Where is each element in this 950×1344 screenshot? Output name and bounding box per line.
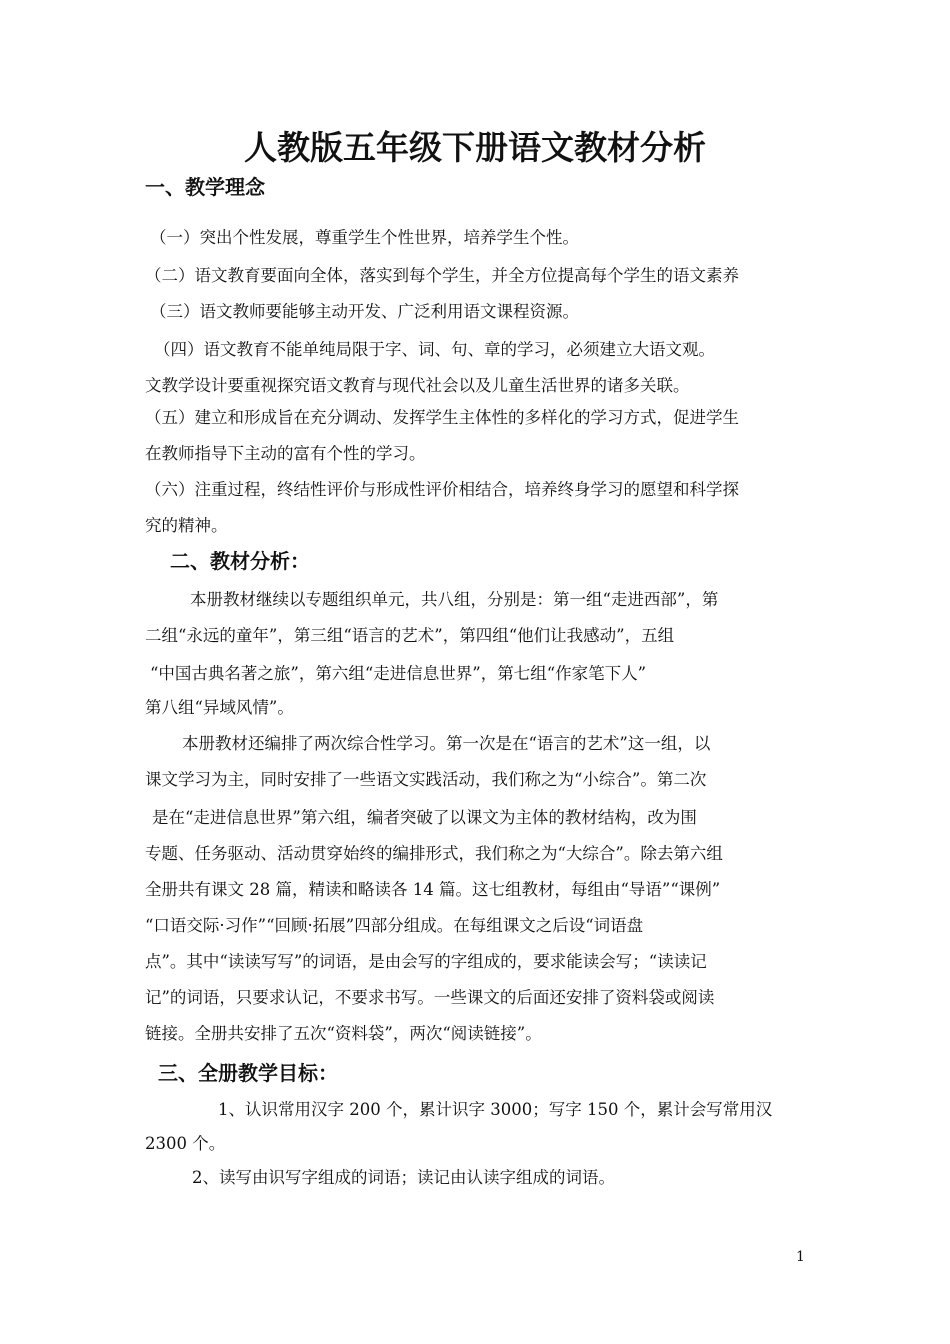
paragraph-line: 点”。其中“读读写写”的词语，是由会写的字组成的，要求能读会写；“读读记 [145,952,707,971]
paragraph-line: 文教学设计要重视探究语文教育与现代社会以及儿童生活世界的诸多关联。 [145,376,690,395]
paragraph-line: 记”的词语，只要求认记，不要求书写。一些课文的后面还安排了资料袋或阅读 [145,988,715,1007]
page-number: 1 [796,1249,805,1265]
paragraph-line: 本册教材还编排了两次综合性学习。第一次是在“语言的艺术”这一组，以 [182,734,711,753]
paragraph-line: （四）语文教育不能单纯局限于字、词、句、章的学习，必须建立大语文观。 [154,340,715,359]
paragraph-line: （二）语文教育要面向全体，落实到每个学生，并全方位提高每个学生的语文素养 [145,266,739,285]
paragraph-line: （一）突出个性发展，尊重学生个性世界，培养学生个性。 [150,228,579,247]
section-heading-teaching-goals: 三、全册教学目标： [158,1061,338,1085]
paragraph-line: 课文学习为主，同时安排了一些语文实践活动，我们称之为“小综合”。第二次 [145,770,707,789]
paragraph-line: 1、认识常用汉字 200 个，累计识字 3000；写字 150 个，累计会写常用汉 [218,1100,773,1119]
paragraph-line: 专题、任务驱动、活动贯穿始终的编排形式，我们称之为“大综合”。除去第六组 [145,844,723,863]
paragraph-line: 全册共有课文 28 篇，精读和略读各 14 篇。这七组教材，每组由“导语”“课例” [145,880,721,899]
paragraph-line: （三）语文教师要能够主动开发、广泛利用语文课程资源。 [150,302,579,321]
page-title: 人教版五年级下册语文教材分析 [244,128,706,167]
paragraph-line: “中国古典名著之旅”，第六组“走进信息世界”，第七组“作家笔下人” [150,664,647,683]
paragraph-line: （六）注重过程，终结性评价与形成性评价相结合，培养终身学习的愿望和科学探 [145,480,739,499]
section-heading-teaching-philosophy: 一、教学理念 [145,175,265,199]
section-heading-textbook-analysis: 二、教材分析： [170,549,310,573]
paragraph-line: 本册教材继续以专题组织单元，共八组，分别是：第一组“走进西部”，第 [190,590,719,609]
paragraph-line: 是在“走进信息世界”第六组，编者突破了以课文为主体的教材结构，改为围 [152,808,697,827]
paragraph-line: 2300 个。 [145,1134,226,1153]
paragraph-line: 二组“永远的童年”，第三组“语言的艺术”，第四组“他们让我感动”，五组 [145,626,675,645]
paragraph-line: “口语交际·习作”“回顾·拓展”四部分组成。在每组课文之后设“词语盘 [145,916,644,935]
paragraph-line: （五）建立和形成旨在充分调动、发挥学生主体性的多样化的学习方式，促进学生 [145,408,739,427]
paragraph-line: 链接。全册共安排了五次“资料袋”，两次“阅读链接”。 [145,1024,542,1043]
paragraph-line: 2、读写由识写字组成的词语；读记由认读字组成的词语。 [192,1168,615,1187]
paragraph-line: 在教师指导下主动的富有个性的学习。 [145,444,426,463]
paragraph-line: 究的精神。 [145,516,228,535]
paragraph-line: 第八组“异域风情”。 [145,698,294,717]
